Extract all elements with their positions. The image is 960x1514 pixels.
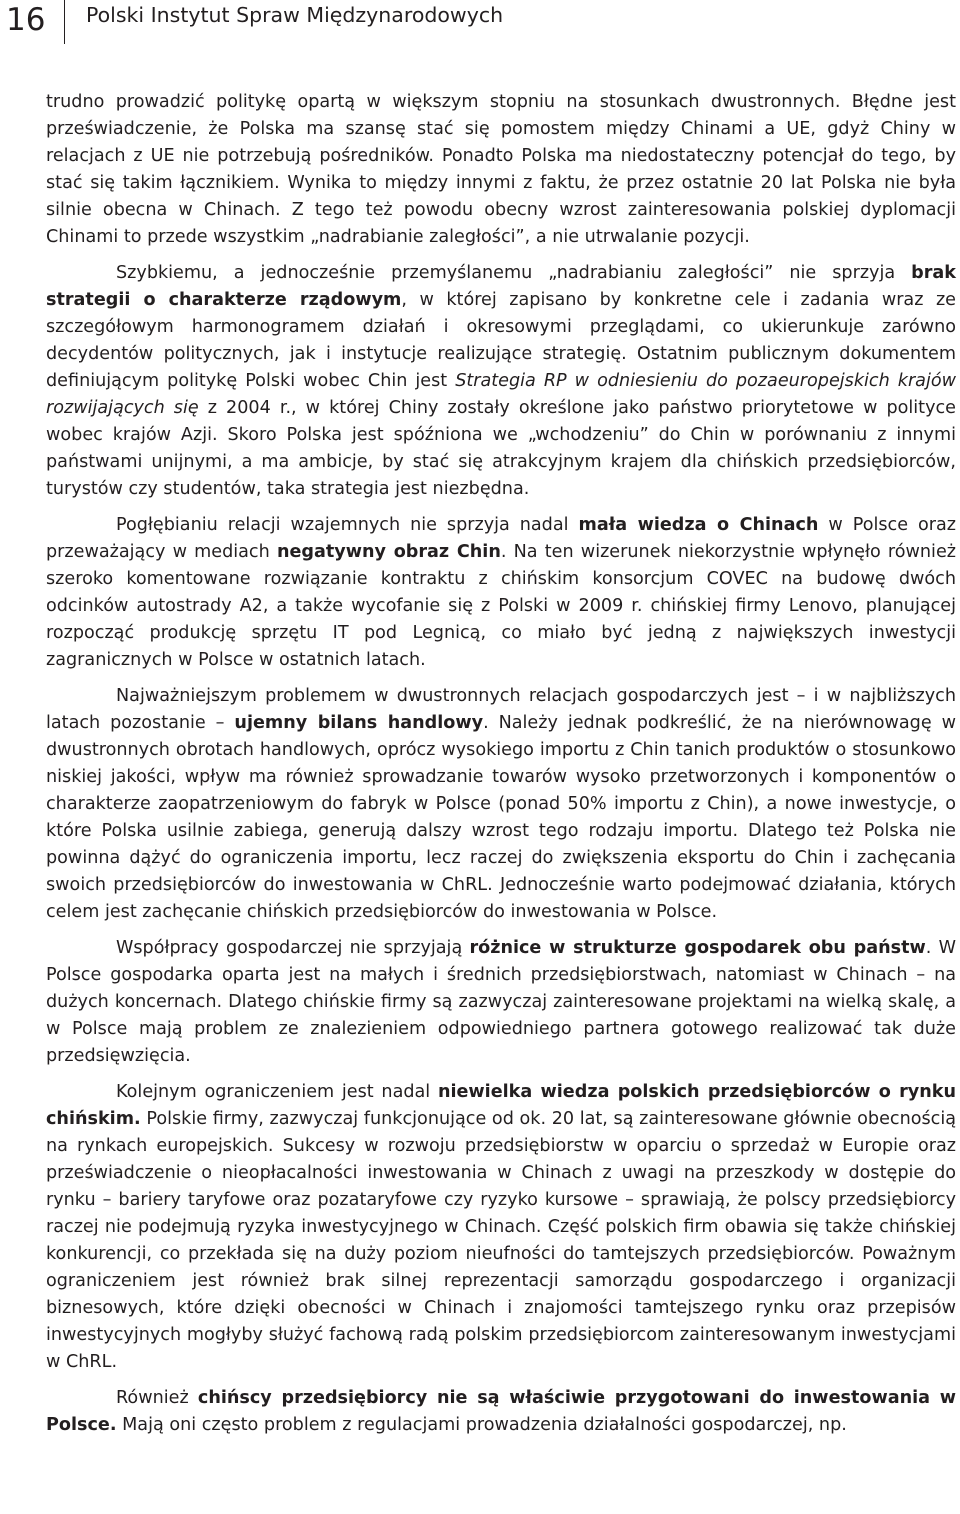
bold-phrase: brak strategii o charakterze rządowym (46, 263, 956, 310)
body-text (46, 89, 956, 1448)
text-run: trudno prowadzić politykę opartą w większym stopniu na stosunkach dwustronnych. Błędne jest przeświadczenie, że Polska ma szansę stać się pomostem między Chinami a UE, gdyż Chiny w relacjach z UE nie potrzebują pośredników. Ponadto Polska ma niedostateczny potencjał do tego, by stać się takim łącznikiem. Wynika to między innymi z faktu, że przez ostatnie 20 lat Polska nie była silnie obecna w Chinach. Z tego też powodu obecny wzrost zainteresowania polskiej dyplomacji Chinami to przede wszystkim „nadrabianie zaległości”, a nie utrwalanie pozycji. (46, 92, 956, 247)
italic-title: Strategia RP w odniesieniu do pozaeuropejskich krajów rozwijających się (46, 371, 956, 418)
bold-phrase: chińscy przedsiębiorcy nie są właściwie przygotowani do inwestowania w Polsce. (46, 1388, 956, 1435)
text-run: . Na ten wizerunek niekorzystnie wpłynęło również szeroko komentowane rozwiązanie kontraktu z chińskim konsorcjum COVEC na budowę dwóch odcinków autostrady A2, a także wycofanie się z Polski w 2009 r. chińskiej firmy Lenovo, planującej rozpocząć produkcję sprzętu IT pod Legnicą, co miało być jedną z największych inwestycji zagranicznych w Polsce w ostatnich latach. (46, 542, 957, 670)
bold-phrase: negatywny obraz Chin (276, 542, 501, 562)
text-run: . W Polsce gospodarka oparta jest na małych i średnich przedsiębiorstwach, natomiast w Chinach – na dużych koncernach. Dlatego chińskie firmy są zazwyczaj zainteresowane projektami na wielką skalę, a w Polsce mają problem ze znalezieniem odpowiedniego partnera gotowego realizować tak duże przedsięwzięcia. (46, 938, 956, 1066)
text-run: Polskie firmy, zazwyczaj funkcjonujące od ok. 20 lat, są zainteresowane głównie obecnością na rynkach europejskich. Sukcesy w rozwoju przedsiębiorstw w oparciu o sprzedaż w Europie oraz przeświadczenie o nieopłacalności inwestowania w Chinach z uwagi na przeszkody w dostępie do rynku – bariery taryfowe oraz pozataryfowe czy ryzyko kursowe – sprawiają, że polscy przedsiębiorcy raczej nie podejmują ryzyka inwestycyjnego w Chinach. Część polskich firm obawia się także chińskiej konkurencji, co przekłada się na duży poziom nieufności do tamtejszych przedsiębiorców. Poważnym ograniczeniem jest również brak silnej reprezentacji samorządu gospodarczego i organizacji biznesowych, które dzięki obecności w Chinach i znajomości tamtejszego rynku oraz przepisów inwestycyjnych mogłyby służyć fachową radą polskim przedsiębiorcom zainteresowanym inwestycjami w ChRL. (46, 1109, 956, 1372)
paragraph (46, 1079, 956, 1376)
text-run: Również (116, 1388, 198, 1408)
paragraph (46, 1385, 956, 1439)
text-run: Mają oni często problem z regulacjami prowadzenia działalności gospodarczej, np. (116, 1415, 847, 1435)
text-run: Szybkiemu, a jednocześnie przemyślanemu „nadrabianiu zaległości” nie sprzyja (116, 263, 912, 283)
text-run: Pogłębianiu relacji wzajemnych nie sprzyja nadal (116, 515, 579, 535)
paragraph (46, 683, 956, 926)
text-run: Kolejnym ograniczeniem jest nadal (116, 1082, 438, 1102)
page-number: 16 (6, 2, 46, 38)
text-run: z 2004 r., w której Chiny zostały określone jako państwo priorytetowe w polityce wobec krajów Azji. Skoro Polska jest spóźniona we „wchodzeniu” do Chin w porównaniu z innymi państwami unijnymi, a ma ambicje, by stać się atrakcyjnym krajem dla chińskich przedsiębiorców, turystów czy studentów, taka strategia jest niezbędna. (46, 398, 956, 499)
paragraph (46, 89, 956, 251)
paragraph (46, 512, 956, 674)
text-run: . Należy jednak podkreślić, że na nierównowagę w dwustronnych obrotach handlowych, oprócz wysokiego importu z Chin tanich produktów o stosunkowo niskiej jakości, wpływ ma również sprowadzanie towarów wysoko przetworzonych i komponentów o charakterze zaopatrzeniowym do fabryk w Polsce (ponad 50% importu z Chin), a nowe inwestycje, o które Polska usilnie zabiega, generują dalszy wzrost tego rodzaju importu. Dlatego też Polska nie powinna dążyć do ograniczenia importu, lecz raczej do zwiększenia eksportu do Chin i zachęcania swoich przedsiębiorców do inwestowania w ChRL. Jednocześnie warto podejmować działania, których celem jest zachęcanie chińskich przedsiębiorców do inwestowania w Polsce. (46, 713, 956, 922)
text-run: Najważniejszym problemem w dwustronnych relacjach gospodarczych jest – i w najbliższych latach pozostanie – (46, 686, 956, 733)
text-run: w Polsce oraz przeważający w mediach (46, 515, 956, 562)
running-title: Polski Instytut Spraw Międzynarodowych (86, 3, 504, 27)
bold-phrase: niewielka wiedza polskich przedsiębiorców o rynku chińskim. (46, 1082, 956, 1129)
header-divider (64, 0, 65, 44)
paragraph (46, 260, 956, 503)
text-run: , w której zapisano by konkretne cele i zadania wraz ze szczegółowym harmonogramem działań i okresowymi przeglądami, co ukierunkuje zarówno decydentów politycznych, jak i instytucje realizujące strategię. Ostatnim publicznym dokumentem definiującym politykę Polski wobec Chin jest (46, 290, 957, 391)
text-run: Współpracy gospodarczej nie sprzyjają (116, 938, 470, 958)
bold-phrase: ujemny bilans handlowy (234, 713, 484, 733)
bold-phrase: mała wiedza o Chinach (578, 515, 819, 535)
bold-phrase: różnice w strukturze gospodarek obu państw (469, 938, 926, 958)
page-header (0, 0, 960, 44)
paragraph (46, 935, 956, 1070)
